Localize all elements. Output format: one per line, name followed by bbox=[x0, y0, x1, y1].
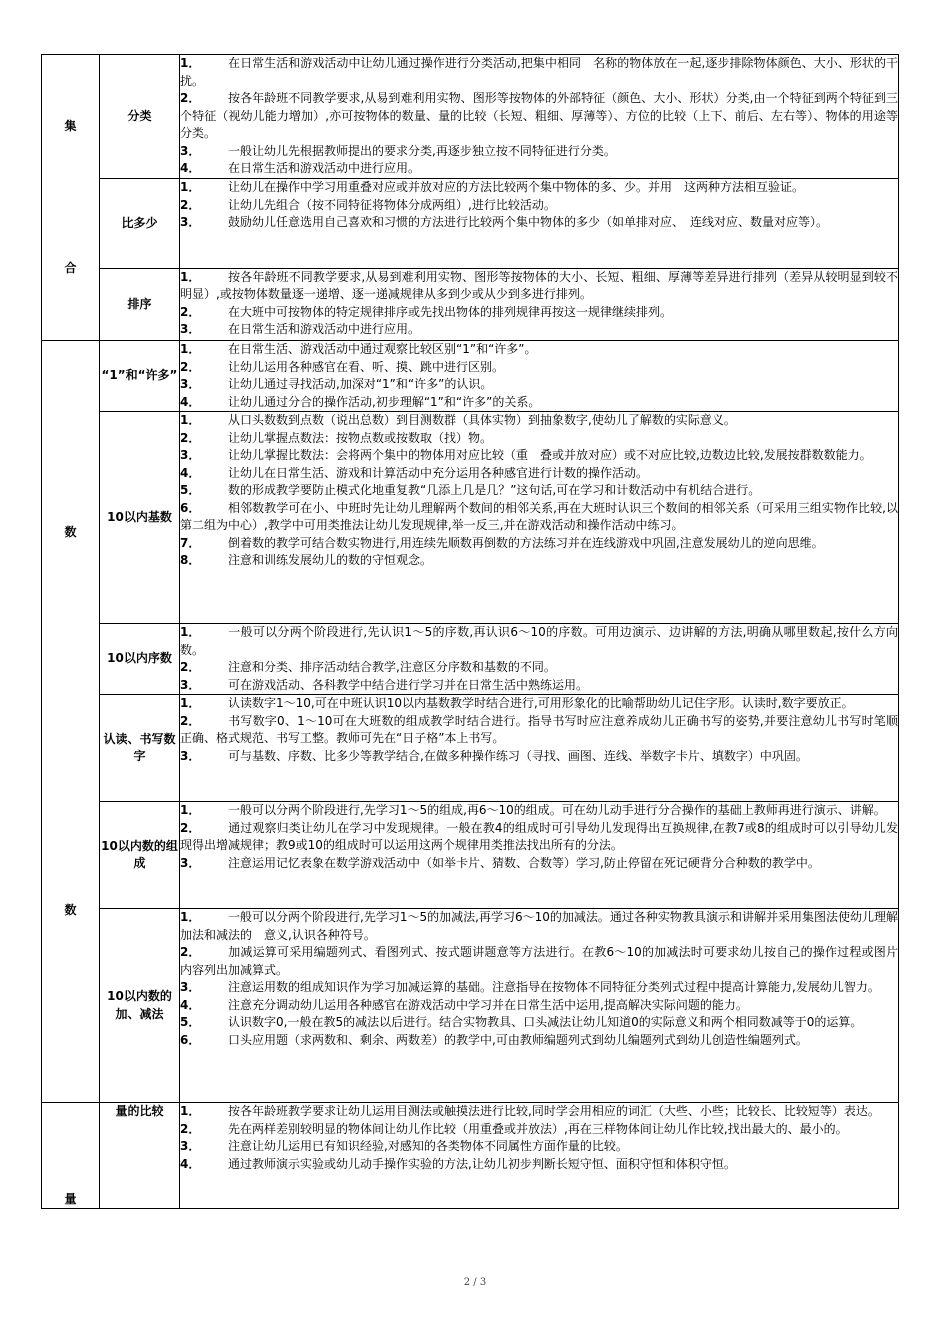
content-cell bbox=[180, 341, 899, 412]
domain-label: 量 bbox=[64, 1191, 77, 1206]
list-item: 6． 相邻数教学可在小、中班时先让幼儿理解两个数间的相邻关系,再在大班时认识三个数间的相邻关系（可采用三组实物作比较,以第二组为中心）,教学中可用类推法让幼儿发现规律,举一反三,并在游戏活动和操作活动中练习。 bbox=[180, 500, 898, 532]
list-item: 3． 可在游戏活动、各科教学中结合进行学习并在日常生活中熟练运用。 bbox=[180, 677, 589, 692]
content-cell bbox=[180, 55, 899, 179]
topic-cell bbox=[100, 341, 180, 412]
topic-label: 认读、书写数字 bbox=[103, 731, 176, 763]
list-item: 2． 书写数字0、1～10可在大班数的组成教学时结合进行。指导书写时应注意养成幼儿正确书写的姿势,并要注意幼儿书写时笔顺正确、格式规范、书写工整。教师可先在“日子格”本上书写。 bbox=[180, 713, 898, 745]
topic-label: “1”和“许多” bbox=[101, 368, 178, 383]
topic-label: 10以内数的加、减法 bbox=[107, 989, 172, 1021]
topic-label: 10以内数的组成 bbox=[101, 838, 178, 870]
list-item: 5． 认识数字0,一般在教5的减法以后进行。结合实物教具、口头减法让幼儿知道0的实际意义和两个相同数减等于0的运算。 bbox=[180, 1015, 863, 1029]
topic-label: 比多少 bbox=[121, 215, 158, 230]
list-item: 3． 一般让幼儿先根据教师提出的要求分类,再逐步独立按不同特征进行分类。 bbox=[180, 143, 616, 158]
content-cell bbox=[180, 695, 899, 802]
list-item: 8． 注意和训练发展幼儿的数的守恒观念。 bbox=[180, 553, 433, 567]
list-item: 4． 让幼儿在日常生活、游戏和计算活动中充分运用各种感官进行计数的操作活动。 bbox=[180, 465, 649, 480]
table-row bbox=[42, 1103, 899, 1209]
topic-cell bbox=[100, 909, 180, 1103]
list-item: 1． 按各年龄班教学要求让幼儿运用目测法或触摸法进行比较,同时学会用相应的词汇（大些、小些；比较长、比较短等）表达。 bbox=[180, 1104, 880, 1118]
list-item: 2． 先在两样差别较明显的物体间让幼儿作比较（用重叠或并放法）,再在三样物体间让幼儿作比较,找出最大的、最小的。 bbox=[180, 1121, 848, 1136]
topic-cell bbox=[100, 55, 180, 179]
list-item: 1． 在日常生活、游戏活动中通过观察比较区别“1”和“许多”。 bbox=[180, 342, 537, 356]
list-item: 2． 加减运算可采用编题列式、看图列式、按式题讲题意等方法进行。在教6～10的加减法时可要求幼儿按自己的操作过程或图片内容列出加减算式。 bbox=[180, 945, 898, 977]
domain-char-1: 数 bbox=[64, 524, 77, 539]
list-item: 2． 让幼儿掌握点数法：按物点数或按数取（找）物。 bbox=[180, 430, 493, 445]
topic-cell bbox=[100, 412, 180, 624]
list-item: 1． 一般可以分两个阶段进行,先学习1～5的加减法,再学习6～10的加减法。通过各种实物教具演示和讲解并采用集图法使幼儿理解加法和减法的 意义,认识各种符号。 bbox=[180, 910, 898, 942]
content-cell bbox=[180, 909, 899, 1103]
topic-label: 分类 bbox=[127, 108, 152, 123]
table-row bbox=[42, 695, 899, 802]
table-row bbox=[42, 55, 899, 179]
list-item: 3． 注意运用数的组成知识作为学习加减运算的基础。注意指导在按物体不同特征分类列式过程中提高计算能力,发展幼儿智力。 bbox=[180, 980, 880, 994]
list-item: 7． 倒着数的教学可结合数实物进行,用连续先顺数再倒数的方法练习并在连线游戏中巩固,注意发展幼儿的逆向思维。 bbox=[180, 535, 824, 550]
domain-char-1: 集 bbox=[64, 118, 77, 133]
table-row bbox=[42, 802, 899, 909]
list-item: 3． 让幼儿通过寻找活动,加深对“1”和“许多”的认识。 bbox=[180, 377, 493, 391]
list-item: 3． 让幼儿掌握比数法：会将两个集中的物体用对应比较（重 叠或并放对应）或不对应比较,边数边比较,发展按群数数能力。 bbox=[180, 448, 872, 462]
list-item: 2． 在大班中可按物体的特定规律排序或先找出物体的排列规律再按这一规律继续排列。 bbox=[180, 304, 673, 319]
domain-char-2: 合 bbox=[64, 261, 77, 275]
list-item: 2． 让幼儿先组合（按不同特征将物体分成两组）,进行比较活动。 bbox=[180, 197, 556, 212]
domain-cell-quantity bbox=[42, 1103, 100, 1209]
table-row bbox=[42, 909, 899, 1103]
topic-label: 10以内基数 bbox=[107, 509, 172, 524]
table-row bbox=[42, 624, 899, 695]
table-row bbox=[42, 341, 899, 412]
list-item: 1． 一般可以分两个阶段进行,先认识1～5的序数,再认识6～10的序数。可用边演示、边讲解的方法,明确从哪里数起,按什么方向数。 bbox=[180, 625, 898, 657]
list-item: 1． 一般可以分两个阶段进行,先学习1～5的组成,再6～10的组成。可在幼儿动手进行分合操作的基础上教师再进行演示、讲解。 bbox=[180, 803, 886, 817]
content-cell bbox=[180, 802, 899, 909]
topic-cell bbox=[100, 1103, 180, 1209]
table-row bbox=[42, 268, 899, 340]
table-row bbox=[42, 412, 899, 624]
list-item: 2． 按各年龄班不同教学要求,从易到难利用实物、图形等按物体的外部特征（颜色、大小、形状）分类,由一个特征到两个特征到三个特征（视幼儿能力增加）,亦可按物体的数量、量的比较（长短、粗细、厚薄等）、方位的比较（上下、前后、左右等）、物体的用途等分类。 bbox=[180, 91, 898, 140]
list-item: 2． 通过观察归类让幼儿在学习中发现规律。一般在教4的组成时可引导幼儿发现得出互换规律,在教7或8的组成时可以引导幼儿发现得出增减规律；教9或10的组成时可以运用这两个规律用类推法找出所有的分法。 bbox=[180, 820, 898, 852]
list-item: 4． 通过教师演示实验或幼儿动手操作实验的方法,让幼儿初步判断长短守恒、面积守恒和体积守恒。 bbox=[180, 1156, 736, 1171]
list-item: 3． 注意让幼儿运用已有知识经验,对感知的各类物体不同属性方面作量的比较。 bbox=[180, 1139, 628, 1153]
list-item: 3． 鼓励幼儿任意选用自己喜欢和习惯的方法进行比较两个集中物体的多少（如单排对应、 连线对应、数量对应等）。 bbox=[180, 215, 829, 230]
content-cell bbox=[180, 624, 899, 695]
topic-cell bbox=[100, 179, 180, 268]
list-item: 3． 可与基数、序数、比多少等教学结合,在做多种操作练习（寻找、画图、连线、举数字卡片、填数字）中巩固。 bbox=[180, 748, 808, 763]
curriculum-table bbox=[41, 54, 899, 1209]
topic-cell bbox=[100, 802, 180, 909]
topic-label: 量的比较 bbox=[115, 1104, 164, 1118]
list-item: 1． 认读数字1～10,可在中班认识10以内基数教学时结合进行,可用形象化的比喻帮助幼儿记住字形。认读时,数字要放正。 bbox=[180, 696, 854, 710]
list-item: 5． 数的形成教学要防止模式化地重复教“几添上几是几？”这句话,可在学习和计数活动中有机结合进行。 bbox=[180, 483, 761, 497]
topic-cell bbox=[100, 268, 180, 340]
page-number: 2 / 3 bbox=[463, 1277, 487, 1288]
topic-label: 排序 bbox=[127, 296, 152, 311]
content-cell bbox=[180, 179, 899, 268]
list-item: 1． 在日常生活和游戏活动中让幼儿通过操作进行分类活动,把集中相同 名称的物体放在一起,逐步排除物体颜色、大小、形状的干扰。 bbox=[180, 56, 898, 88]
list-item: 1． 让幼儿在操作中学习用重叠对应或并放对应的方法比较两个集中物体的多、少。并用 这两种方法相互验证。 bbox=[180, 180, 805, 195]
topic-cell bbox=[100, 695, 180, 802]
list-item: 3． 注意运用记忆表象在数学游戏活动中（如举卡片、猜数、合数等）学习,防止停留在死记硬背分合种数的教学中。 bbox=[180, 855, 820, 870]
list-item: 6． 口头应用题（求两数和、剩余、两数差）的教学中,可由教师编题列式到幼儿编题列式到幼儿创造性编题列式。 bbox=[180, 1032, 808, 1047]
list-item: 4． 注意充分调动幼儿运用各种感官在游戏活动中学习并在日常生活中运用,提高解决实际问题的能力。 bbox=[180, 997, 748, 1012]
domain-cell-number bbox=[42, 341, 100, 1103]
list-item: 1． 从口头数数到点数（说出总数）到目测数群（具体实物）到抽象数字,使幼儿了解数的实际意义。 bbox=[180, 413, 736, 427]
list-item: 4． 在日常生活和游戏活动中进行应用。 bbox=[180, 161, 421, 175]
list-item: 1． 按各年龄班不同教学要求,从易到难利用实物、图形等按物体的大小、长短、粗细、厚薄等差异进行排列（差异从较明显到较不明显）,或按物体数量逐一递增、逐一递减规律从多到少或从少到多进行排列。 bbox=[180, 269, 898, 302]
content-cell bbox=[180, 268, 899, 340]
list-item: 2． 让幼儿运用各种感官在看、听、摸、跳中进行区别。 bbox=[180, 359, 505, 374]
list-item: 2． 注意和分类、排序活动结合教学,注意区分序数和基数的不同。 bbox=[180, 660, 556, 674]
topic-cell bbox=[100, 624, 180, 695]
table-row bbox=[42, 179, 899, 268]
domain-cell-set bbox=[42, 55, 100, 341]
list-item: 4． 让幼儿通过分合的操作活动,初步理解“1”和“许多”的关系。 bbox=[180, 394, 541, 409]
domain-char-2: 数 bbox=[64, 902, 77, 917]
content-cell bbox=[180, 412, 899, 624]
content-cell bbox=[180, 1103, 899, 1209]
topic-label: 10以内序数 bbox=[107, 651, 172, 666]
list-item: 3． 在日常生活和游戏活动中进行应用。 bbox=[180, 322, 421, 337]
